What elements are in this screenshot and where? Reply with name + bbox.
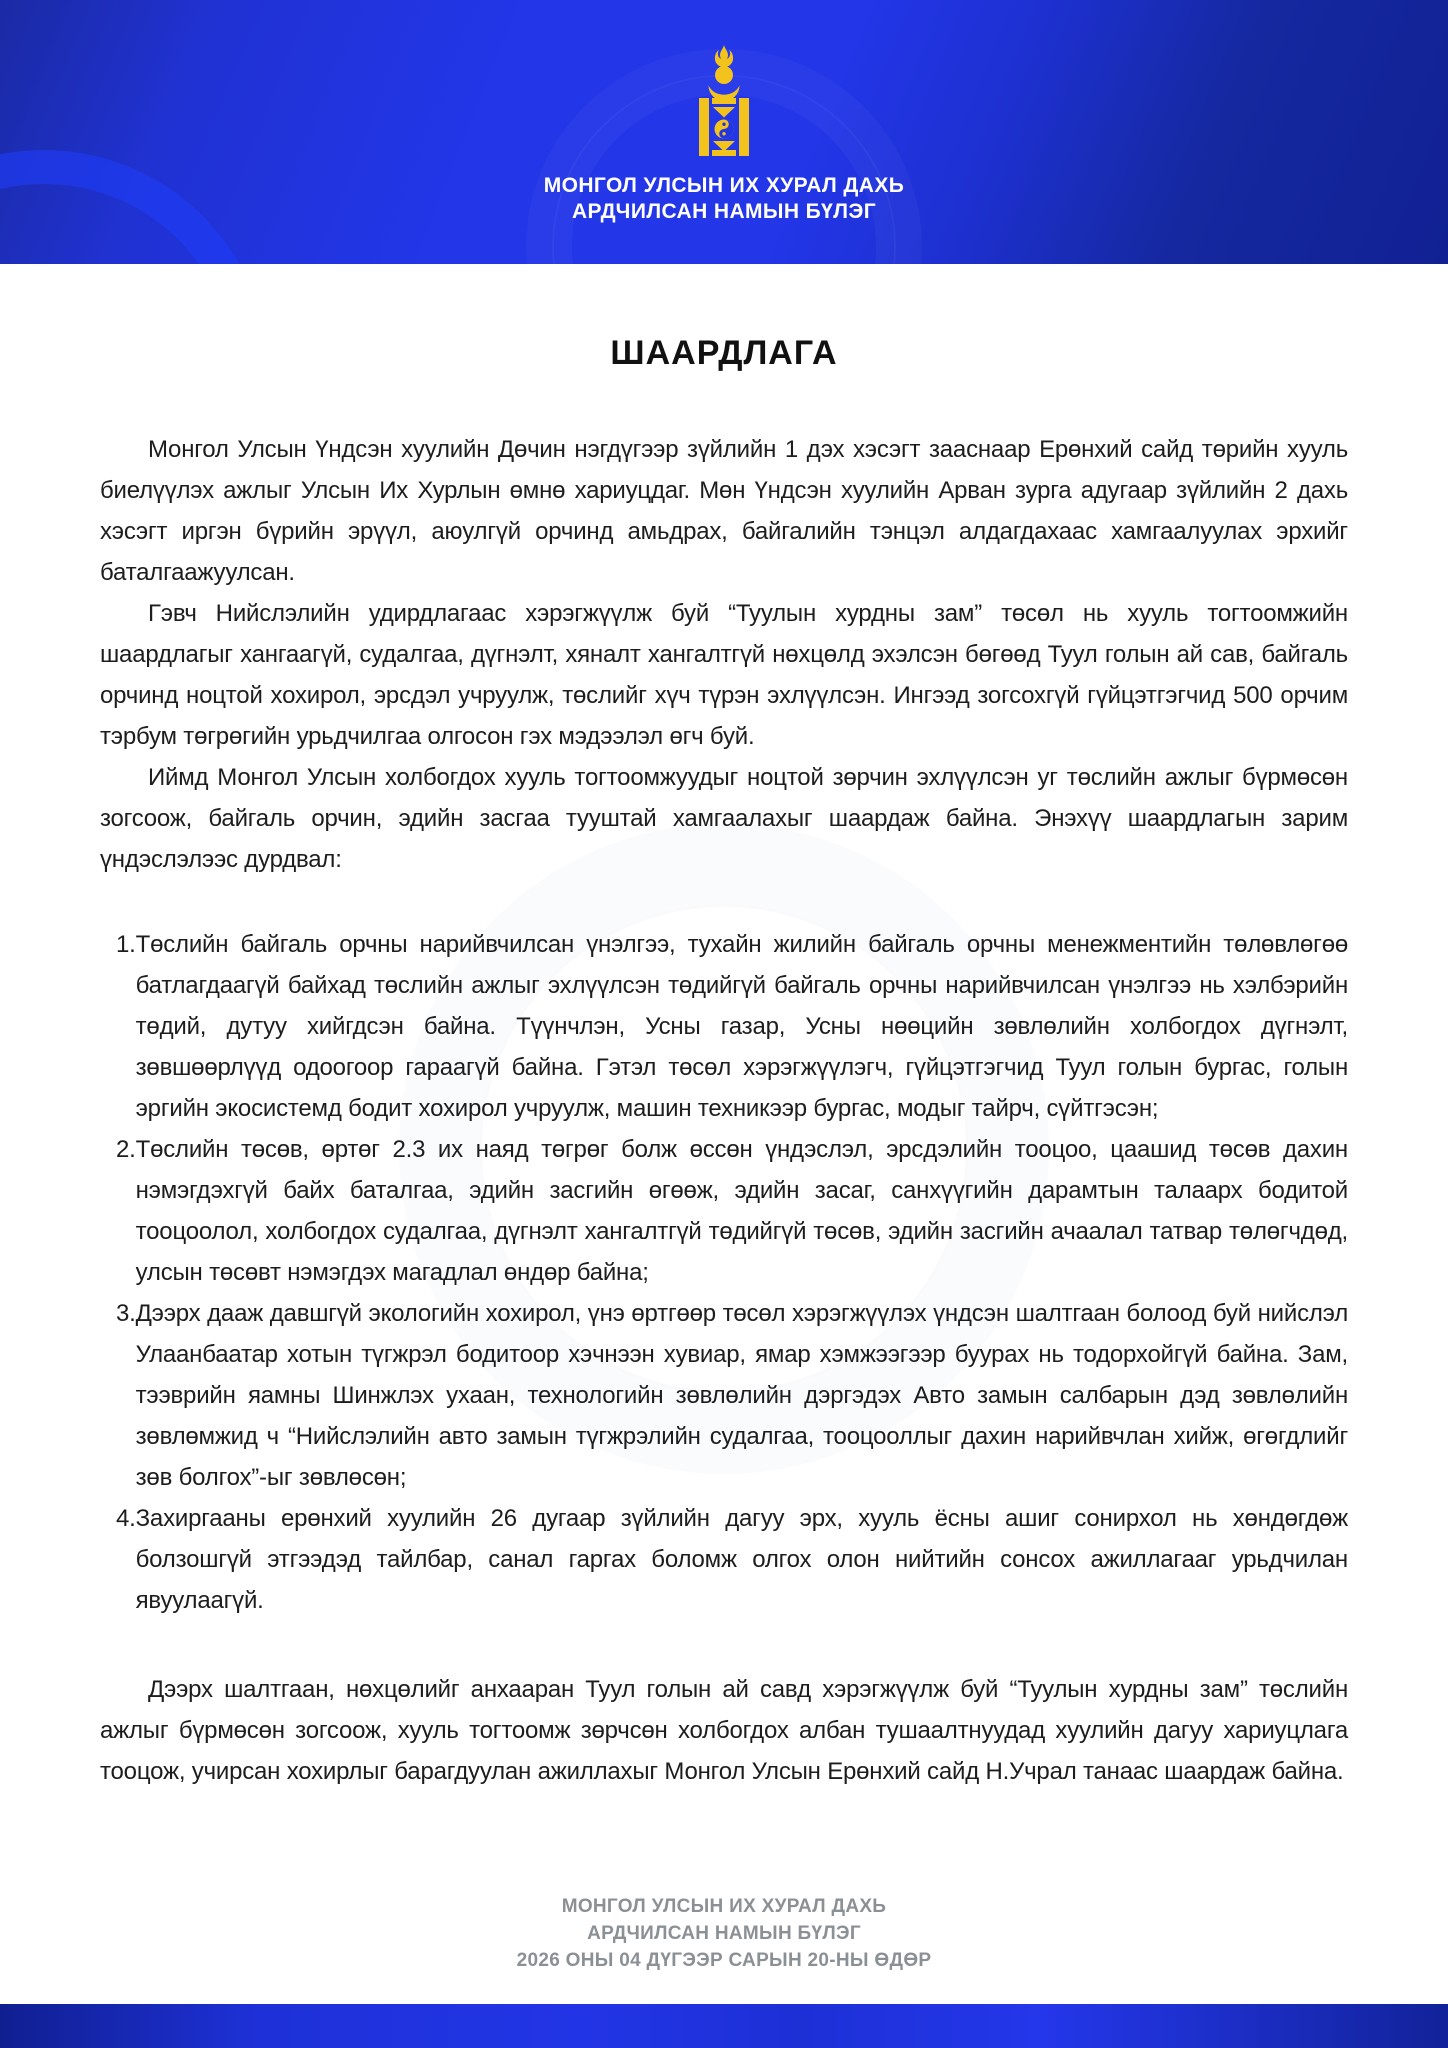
page-title: ШААРДЛАГА <box>610 334 838 372</box>
numbered-list <box>100 924 1348 1621</box>
list-item-text: Төслийн байгаль орчны нарийвчилсан үнэлгээ, тухайн жилийн байгаль орчны менежментийн төлөвлөгөө батлагдаагүй байхад төслийн ажлыг эхлүүлсэн төдийгүй байгаль орчны нарийвчилсан үнэлгээ нь хэлбэрийн төдий, дутуу хийгдсэн байна. Түүнчлэн, Усны газар, Усны нөөцийн зөвлөлийн холбогдох дүгнэлт, зөвшөөрлүүд одоогоор гараагүй байна. Гэтэл төсөл хэрэгжүүлэгч, гүйцэтгэгчид Туул голын бургас, голын эргийн экосистемд бодит хохирол учруулж, машин техникээр бургас, модыг тайрч, сүйтгэсэн; <box>135 931 1348 1122</box>
list-item <box>100 1129 1348 1293</box>
footer-org-line1: МОНГОЛ УЛСЫН ИХ ХУРАЛ ДАХЬ <box>561 1896 887 1917</box>
header-org-line1: МОНГОЛ УЛСЫН ИХ ХУРАЛ ДАХЬ <box>543 174 905 197</box>
list-item <box>100 1498 1348 1621</box>
footer-org-line2: АРДЧИЛСАН НАМЫН БҮЛЭГ <box>587 1923 861 1944</box>
document-body <box>0 264 1448 2004</box>
list-item-text: Дээрх дааж давшгүй экологийн хохирол, үнэ өртгөөр төсөл хэрэгжүүлэх үндсэн шалтгаан болоод буй нийслэл Улаанбаатар хотын түгжрэл бодитоор хэчнээн хувиар, ямар хэмжээгээр буурах нь тодорхойгүй байна. Зам, тээврийн яамны Шинжлэх ухаан, технологийн зөвлөлийн дэргэдэх Авто замын салбарын дэд зөвлөлийн зөвлөмжид ч “Нийслэлийн авто замын түгжрэлийн судалгаа, тооцооллыг дахин нарийвчлан хийж, өгөгдлийг зөв болгох”-ыг зөвлөсөн; <box>135 1300 1348 1491</box>
list-item-text: Захиргааны ерөнхий хуулийн 26 дугаар зүйлийн дагуу эрх, хууль ёсны ашиг сонирхол нь хөндөгдөж болзошгүй этгээдэд тайлбар, санал гаргах боломж олгох олон нийтийн сонсох ажиллагааг урьдчилан явуулаагүй. <box>135 1505 1348 1614</box>
header-org-name <box>544 173 905 225</box>
bottom-accent-bar <box>0 2004 1448 2048</box>
header-banner <box>0 0 1448 264</box>
header-org-line2: АРДЧИЛСАН НАМЫН БҮЛЭГ <box>571 200 877 223</box>
list-item-number: 1. <box>116 931 136 958</box>
list-item-number: 2. <box>116 1136 136 1163</box>
list-item-text: Төслийн төсөв, өртөг 2.3 их наяд төгрөг болж өссөн үндэслэл, эрсдэлийн тооцоо, цаашид төсөв дахин нэмэгдэхгүй байх баталгаа, эдийн засгийн өгөөж, эдийн засаг, санхүүгийн дарамтын талаарх бодитой тооцоолол, холбогдох судалгаа, дүгнэлт хангалтгүй төдийгүй төсөв, эдийн засгийн ачаалал татвар төлөгчдөд, улсын төсөвт нэмэгдэх магадлал өндөр байна; <box>135 1136 1348 1286</box>
closing-paragraph: Дээрх шалтгаан, нөхцөлийг анхааран Туул голын ай савд хэрэгжүүлж буй “Туулын хурдны зам” төслийн ажлыг бүрмөсөн зогсоож, хууль тогтоомж зөрчсөн холбогдох албан тушаалтнуудад хуулийн дагуу хариуцлага тооцож, учирсан хохирлыг барагдуулан ажиллахыг Монгол Улсын Ерөнхий сайд Н.Учрал танаас шаардаж байна. <box>100 1676 1348 1785</box>
list-item <box>100 1293 1348 1498</box>
closing-paragraph-wrap <box>100 1669 1348 1792</box>
paragraph: Монгол Улсын Үндсэн хуулийн Дөчин нэгдүгээр зүйлийн 1 дэх хэсэгт зааснаар Ерөнхий сайд төрийн хууль биелүүлэх ажлыг Улсын Их Хурлын өмнө хариуцдаг. Мөн Үндсэн хуулийн Арван зурга адугаар зүйлийн 2 дахь хэсэгт иргэн бүрийн эрүүл, аюулгүй орчинд амьдрах, байгалийн тэнцэл алдагдахаас хамгаалуулах эрхийг баталгаажуулсан. <box>100 436 1348 586</box>
document-footer <box>100 1893 1348 2004</box>
list-item-number: 3. <box>116 1300 136 1327</box>
intro-paragraphs <box>100 429 1348 880</box>
list-item <box>100 924 1348 1129</box>
paragraph: Гэвч Нийслэлийн удирдлагаас хэрэгжүүлж буй “Туулын хурдны зам” төсөл нь хууль тогтоомжийн шаардлагыг хангаагүй, судалгаа, дүгнэлт, хяналт хангалтгүй нөхцөлд эхэлсэн бөгөөд Туул голын ай сав, байгаль орчинд ноцтой хохирол, эрсдэл учруулж, төслийг хүч түрэн эхлүүлсэн. Ингээд зогсохгүй гүйцэтгэгчид 500 орчим тэрбум төгрөгийн урьдчилгаа олгосон гэх мэдээлэл өгч буй. <box>100 600 1348 750</box>
paragraph: Иймд Монгол Улсын холбогдох хууль тогтоомжуудыг ноцтой зөрчин эхлүүлсэн уг төслийн ажлыг бүрмөсөн зогсоож, байгаль орчин, эдийн засгаа тууштай хамгаалахыг шаардаж байна. Энэхүү шаардлагын зарим үндэслэлээс дурдвал: <box>100 764 1348 873</box>
list-item-number: 4. <box>116 1505 136 1532</box>
footer-date: 2026 ОНЫ 04 ДҮГЭЭР САРЫН 20-НЫ ӨДӨР <box>516 1950 932 1971</box>
soyombo-logo-icon <box>688 44 760 156</box>
